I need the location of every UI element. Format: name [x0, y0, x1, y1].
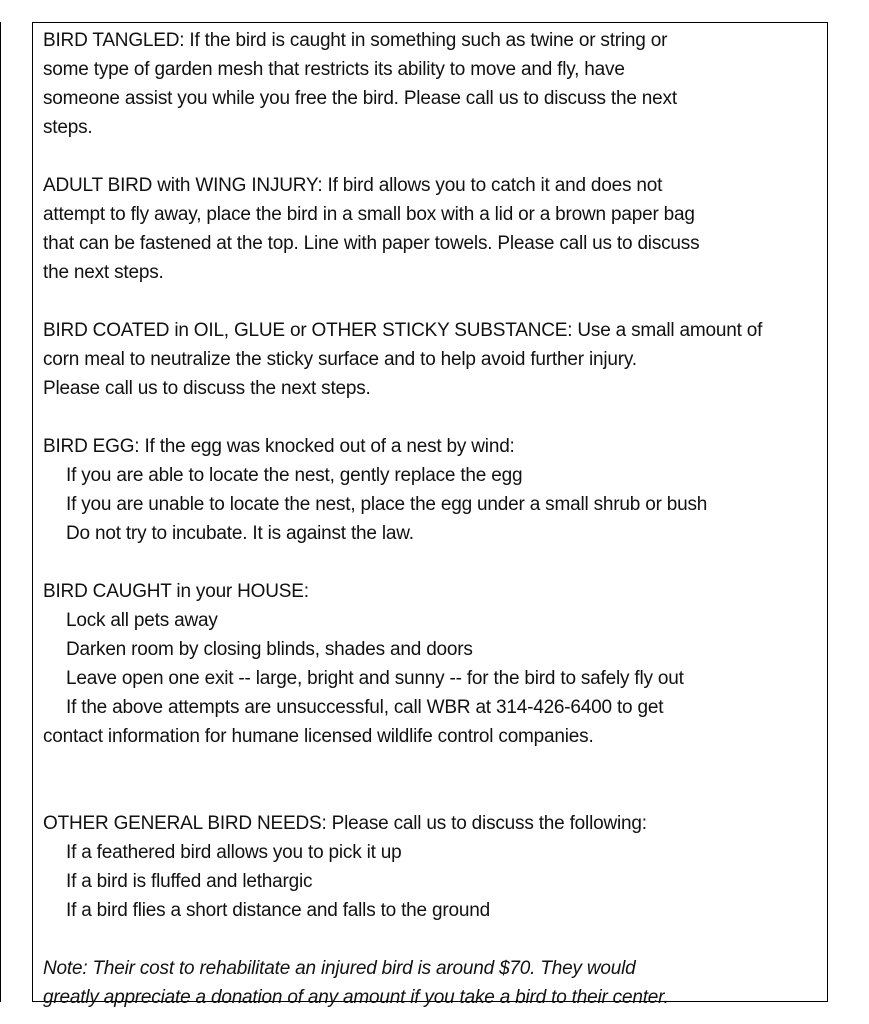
section-bird-in-house — [43, 577, 827, 751]
spacer — [43, 403, 827, 432]
table-left-border — [0, 22, 1, 1002]
list-item: If you are unable to locate the nest, place the egg under a small shrub or bush — [66, 494, 708, 515]
spacer — [43, 548, 827, 577]
text-line: someone assist you while you free the bird. Please call us to discuss the next — [43, 88, 677, 109]
text-line: corn meal to neutralize the sticky surface and to help avoid further injury. — [43, 349, 637, 370]
list-item: If you are able to locate the nest, gently replace the egg — [66, 465, 523, 486]
list-item: Do not try to incubate. It is against the law. — [66, 523, 414, 544]
text-line: ADULT BIRD with WING INJURY: If bird allows you to catch it and does not — [43, 175, 663, 196]
list-item: Leave open one exit -- large, bright and sunny -- for the bird to safely fly out — [66, 668, 684, 689]
list-item: Lock all pets away — [66, 610, 218, 631]
text-line: greatly appreciate a donation of any amount if you take a bird to their center. — [43, 987, 669, 1008]
text-line: contact information for humane licensed wildlife control companies. — [43, 726, 594, 747]
section-bird-coated — [43, 316, 827, 403]
text-line: BIRD COATED in OIL, GLUE or OTHER STICKY SUBSTANCE: Use a small amount of — [43, 320, 763, 341]
text-line: some type of garden mesh that restricts its ability to move and fly, have — [43, 59, 625, 80]
text-line: BIRD TANGLED: If the bird is caught in something such as twine or string or — [43, 30, 668, 51]
section-heading: OTHER GENERAL BIRD NEEDS: Please call us to discuss the following: — [43, 813, 647, 834]
list-item: If the above attempts are unsuccessful, call WBR at 314-426-6400 to get — [66, 697, 664, 718]
donation-note — [43, 954, 827, 1012]
text-line: the next steps. — [43, 262, 164, 283]
spacer — [43, 142, 827, 171]
text-line: attempt to fly away, place the bird in a small box with a lid or a brown paper bag — [43, 204, 695, 225]
list-item: If a bird is fluffed and lethargic — [66, 871, 313, 892]
list-item: If a feathered bird allows you to pick it up — [66, 842, 402, 863]
spacer — [43, 287, 827, 316]
list-item: Darken room by closing blinds, shades and doors — [66, 639, 473, 660]
spacer — [43, 751, 827, 809]
spacer — [43, 925, 827, 954]
text-line: Please call us to discuss the next steps. — [43, 378, 371, 399]
list-item: If a bird flies a short distance and falls to the ground — [66, 900, 490, 921]
section-bird-tangled — [43, 26, 827, 142]
section-wing-injury — [43, 171, 827, 287]
section-general-needs — [43, 809, 827, 925]
text-line: that can be fastened at the top. Line with paper towels. Please call us to discuss — [43, 233, 700, 254]
bird-help-table-cell — [32, 22, 828, 1008]
section-bird-egg — [43, 432, 827, 548]
section-heading: BIRD CAUGHT in your HOUSE: — [43, 581, 309, 602]
bird-help-text — [43, 26, 827, 1012]
text-line: steps. — [43, 117, 93, 138]
text-line: Note: Their cost to rehabilitate an injured bird is around $70. They would — [43, 958, 636, 979]
section-heading: BIRD EGG: If the egg was knocked out of a nest by wind: — [43, 436, 515, 457]
